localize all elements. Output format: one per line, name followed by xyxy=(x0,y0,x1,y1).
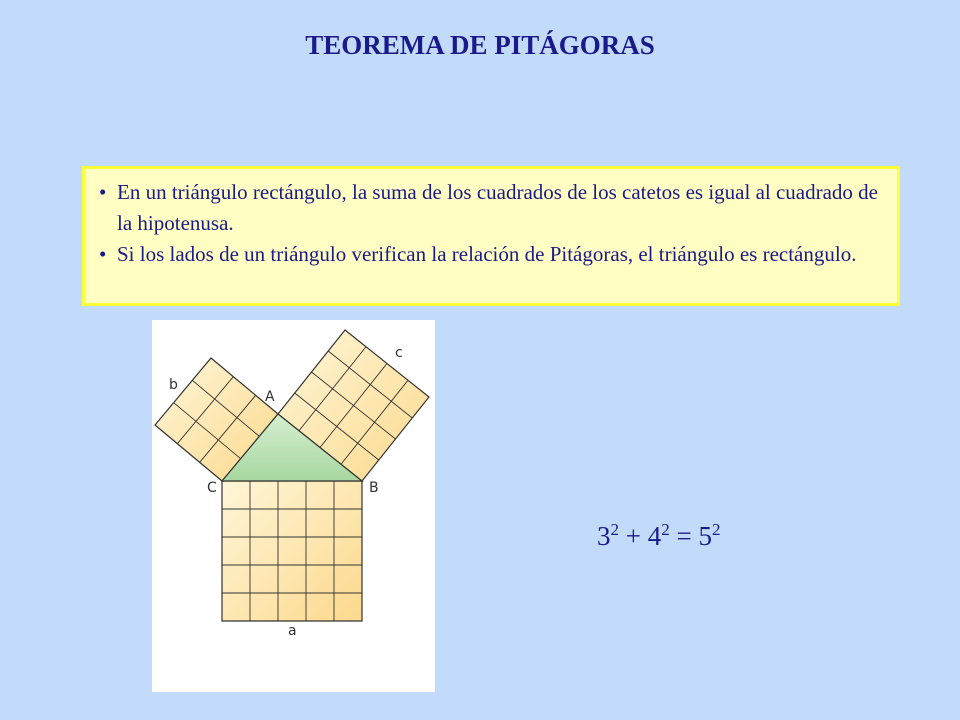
label-a: a xyxy=(288,623,297,639)
label-vertex-C: C xyxy=(207,480,217,496)
equation-plus: + xyxy=(625,521,641,551)
equation-base-1: 3 xyxy=(597,521,611,551)
bullet-item-converse xyxy=(95,239,881,270)
bullet-text: En un triángulo rectángulo, la suma de los cuadrados de los catetos es igual al cuadrado de la hipotenusa. xyxy=(117,180,879,235)
bullet-text: Si los lados de un triángulo verifican la relación de Pitágoras, el triángulo es rectángulo. xyxy=(117,242,857,266)
page-title: TEOREMA DE PITÁGORAS xyxy=(305,30,655,60)
bullet-list xyxy=(95,177,881,270)
sq-a-outline xyxy=(222,481,362,621)
equation-base-3: 5 xyxy=(698,521,712,551)
square-a xyxy=(222,481,362,621)
equation-base-2: 4 xyxy=(647,521,662,551)
pythagoras-equation xyxy=(597,520,720,552)
equation-equals: = xyxy=(676,521,692,551)
bullet-item-statement xyxy=(95,177,881,239)
label-vertex-A: A xyxy=(265,389,275,405)
equation-exponent-1: 2 xyxy=(610,520,619,539)
pythagoras-diagram xyxy=(152,320,435,692)
bullet-icon: • xyxy=(99,242,107,266)
label-c: c xyxy=(395,345,403,361)
bullet-icon: • xyxy=(99,180,107,204)
label-vertex-B: B xyxy=(369,480,379,496)
label-b: b xyxy=(169,377,178,393)
pythagoras-figure xyxy=(152,320,435,692)
equation-exponent-3: 2 xyxy=(711,520,721,539)
theorem-statement-box xyxy=(82,166,900,306)
equation-exponent-2: 2 xyxy=(661,520,670,539)
